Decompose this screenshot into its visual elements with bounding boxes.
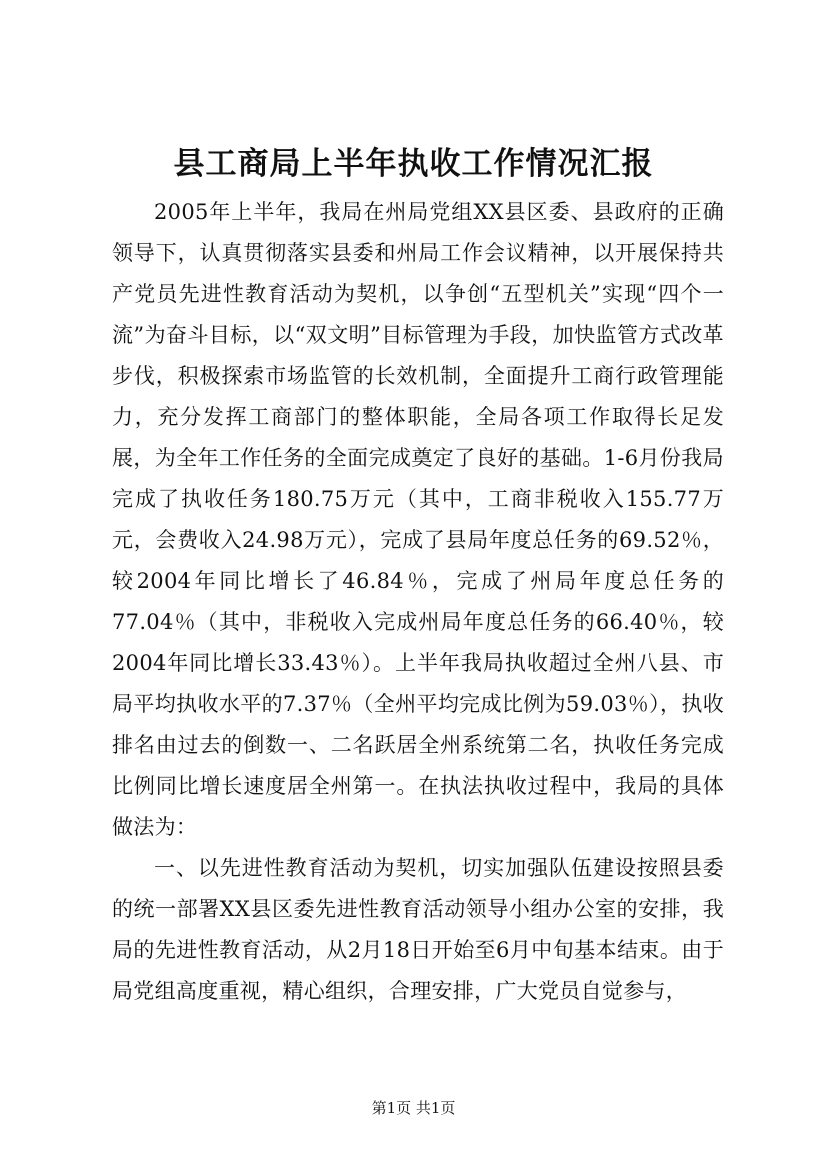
paragraph-intro: 2005年上半年，我局在州局党组XX县区委、县政府的正确领导下，认真贯彻落实县委和州局工作会议精神，以开展保持共产党员先进性教育活动为契机，以争创“五型机关”实现“四个一流”为奋斗目标，以“双文明”目标管理为手段，加快监管方式改革步伐，积极探索市场监管的长效机制，全面提升工商行政管理能力，充分发挥工商部门的整体职能，全局各项工作取得长足发展，为全年工作任务的全面完成奠定了良好的基础。1-6月份我局完成了执收任务180.75万元（其中，工商非税收入155.77万元，会费收入24.98万元），完成了县局年度总任务的69.52％，较2004年同比增长了46.84％，完成了州局年度总任务的77.04％（其中，非税收入完成州局年度总任务的66.40％，较2004年同比增长33.43％）。上半年我局执收超过全州八县、市局平均执收水平的7.37％（全州平均完成比例为59.03％），执收排名由过去的倒数一、二名跃居全州系统第二名，执收任务完成比例同比增长速度居全州第一。在执法执收过程中，我局的具体做法为： (112, 200, 724, 839)
document-body (112, 192, 724, 1012)
page-footer: 第1页 共1页 (371, 1099, 456, 1117)
document-title: 县工商局上半年执收工作情况汇报 (173, 146, 654, 182)
paragraph-section-one: 一、以先进性教育活动为契机，切实加强队伍建设按照县委的统一部署XX县区委先进性教育活动领导小组办公室的安排，我局的先进性教育活动，从2月18日开始至6月中旬基本结束。由于局党组高度重视，精心组织，合理安排，广大党员自觉参与， (112, 856, 724, 1003)
